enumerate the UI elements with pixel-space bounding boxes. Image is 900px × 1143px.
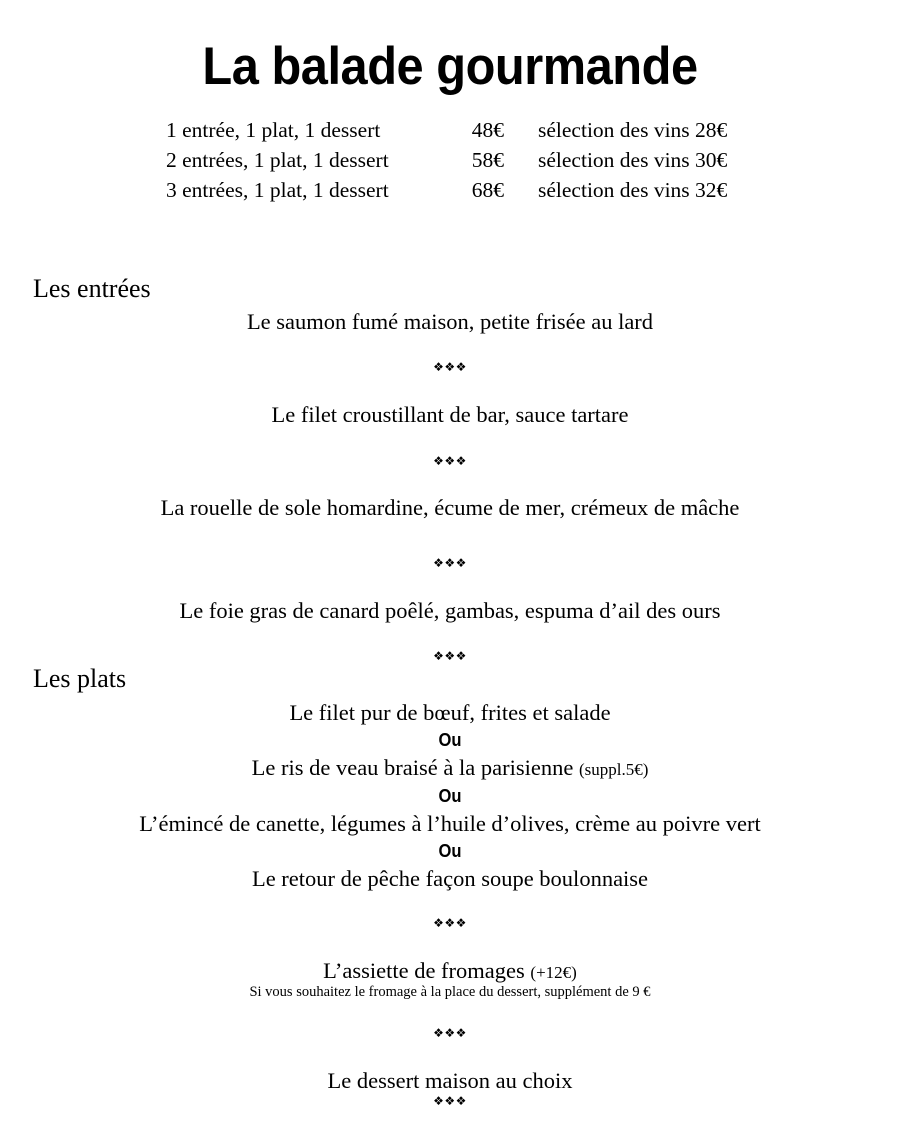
dish-name: Le filet pur de bœuf, frites et salade — [289, 700, 611, 725]
dessert-item: Le dessert maison au choix — [327, 1068, 573, 1093]
formula-wine-pairing: sélection des vins 32€ — [538, 178, 728, 202]
plats-connector: Ou — [438, 786, 462, 806]
dish-supplement: (suppl.5€) — [578, 760, 649, 779]
formula-row — [166, 145, 786, 175]
dish-item — [0, 810, 900, 840]
cheese-name: L’assiette de fromages — [323, 958, 531, 983]
formula-description: 1 entrée, 1 plat, 1 dessert — [166, 118, 381, 142]
ornament-separator: ❖❖❖ — [433, 649, 467, 663]
dish-item: Le filet croustillant de bar, sauce tartare — [271, 402, 629, 427]
dish-name: L’émincé de canette, légumes à l’huile d’olives, crème au poivre vert — [139, 811, 761, 836]
dish-item — [0, 865, 900, 895]
section-heading-entrees: Les entrées — [33, 274, 151, 303]
formula-price: 48€ — [471, 118, 504, 142]
section-heading-plats: Les plats — [33, 664, 127, 693]
cheese-note: Si vous souhaitez le fromage à la place du dessert, supplément de 9 € — [249, 984, 651, 1000]
dish-item — [0, 754, 900, 784]
ornament-separator: ❖❖❖ — [433, 454, 467, 468]
plats-connector: Ou — [438, 841, 462, 861]
ornament-separator: ❖❖❖ — [433, 360, 467, 374]
ornament-separator: ❖❖❖ — [433, 916, 467, 930]
ornament-separator: ❖❖❖ — [433, 1094, 467, 1108]
ornament-separator: ❖❖❖ — [433, 1026, 467, 1040]
formula-price: 68€ — [471, 178, 504, 202]
cheese-supplement: (+12€) — [530, 963, 577, 982]
formula-price-block — [166, 115, 786, 205]
formula-description: 2 entrées, 1 plat, 1 dessert — [166, 148, 389, 172]
formula-price: 58€ — [471, 148, 504, 172]
dish-name: Le ris de veau braisé à la parisienne — [251, 755, 579, 780]
dish-item: Le foie gras de canard poêlé, gambas, espuma d’ail des ours — [179, 598, 721, 623]
formula-row — [166, 115, 786, 145]
plats-connector: Ou — [438, 730, 462, 750]
formula-wine-pairing: sélection des vins 28€ — [538, 118, 728, 142]
formula-wine-pairing: sélection des vins 30€ — [538, 148, 728, 172]
formula-row — [166, 175, 786, 205]
page-title: La balade gourmande — [202, 37, 698, 96]
ornament-separator: ❖❖❖ — [433, 556, 467, 570]
dish-item: La rouelle de sole homardine, écume de mer, crémeux de mâche — [160, 495, 740, 520]
dish-item: Le saumon fumé maison, petite frisée au lard — [246, 309, 654, 334]
dish-name: Le retour de pêche façon soupe boulonnaise — [251, 866, 649, 891]
formula-description: 3 entrées, 1 plat, 1 dessert — [166, 178, 389, 202]
dish-item — [0, 699, 900, 729]
